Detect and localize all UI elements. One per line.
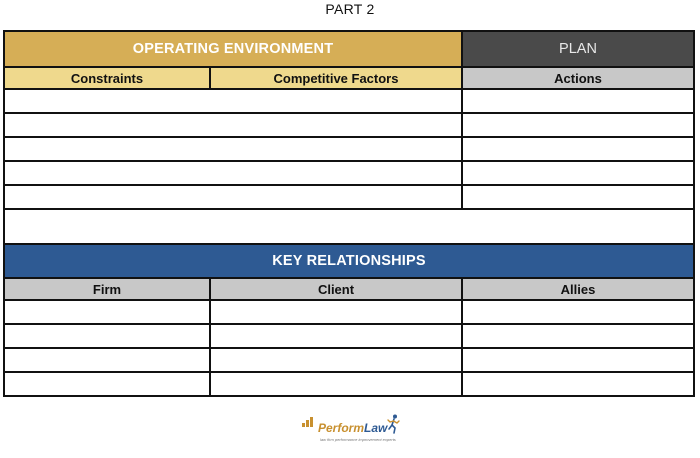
logo-name-part2: Law: [364, 421, 388, 435]
table-row: [4, 137, 694, 161]
actions-column-header: Actions: [462, 67, 694, 89]
table-row: [4, 324, 694, 348]
constraints-column-header: Constraints: [4, 67, 210, 89]
operating-cell[interactable]: [4, 185, 462, 209]
operating-environment-header: OPERATING ENVIRONMENT: [4, 31, 462, 67]
operating-cell[interactable]: [4, 137, 462, 161]
actions-cell[interactable]: [462, 89, 694, 113]
table-row: [4, 348, 694, 372]
operating-cell[interactable]: [4, 113, 462, 137]
performlaw-logo: [300, 414, 410, 446]
allies-cell[interactable]: [462, 300, 694, 324]
logo-name-part1: Perform: [318, 421, 365, 435]
page-title: PART 2: [325, 1, 375, 17]
actions-cell[interactable]: [462, 185, 694, 209]
runner-icon: [386, 414, 400, 434]
operating-cell[interactable]: [4, 89, 462, 113]
client-column-header: Client: [210, 278, 462, 300]
client-cell[interactable]: [210, 300, 462, 324]
firm-cell[interactable]: [4, 324, 210, 348]
spacer-cell: [4, 209, 694, 246]
spacer-row: [4, 209, 694, 246]
table-row: [4, 185, 694, 209]
allies-cell[interactable]: [462, 324, 694, 348]
table-row: [4, 161, 694, 185]
key-relationships-header: KEY RELATIONSHIPS: [4, 244, 694, 278]
allies-cell[interactable]: [462, 348, 694, 372]
client-cell[interactable]: [210, 348, 462, 372]
client-cell[interactable]: [210, 372, 462, 396]
firm-cell[interactable]: [4, 348, 210, 372]
firm-column-header: Firm: [4, 278, 210, 300]
key-relationships-table: [3, 243, 695, 397]
table-row: [4, 113, 694, 137]
firm-cell[interactable]: [4, 300, 210, 324]
table-row: [4, 89, 694, 113]
logo-wordmark: [318, 421, 387, 435]
competitive-factors-column-header: Competitive Factors: [210, 67, 462, 89]
client-cell[interactable]: [210, 324, 462, 348]
actions-cell[interactable]: [462, 161, 694, 185]
logo-tagline: law firm performance improvement experts: [320, 437, 396, 442]
plan-header: PLAN: [462, 31, 694, 67]
operating-environment-table: [3, 30, 695, 246]
allies-column-header: Allies: [462, 278, 694, 300]
table-row: [4, 300, 694, 324]
allies-cell[interactable]: [462, 372, 694, 396]
table-row: [4, 372, 694, 396]
firm-cell[interactable]: [4, 372, 210, 396]
actions-cell[interactable]: [462, 113, 694, 137]
actions-cell[interactable]: [462, 137, 694, 161]
operating-cell[interactable]: [4, 161, 462, 185]
